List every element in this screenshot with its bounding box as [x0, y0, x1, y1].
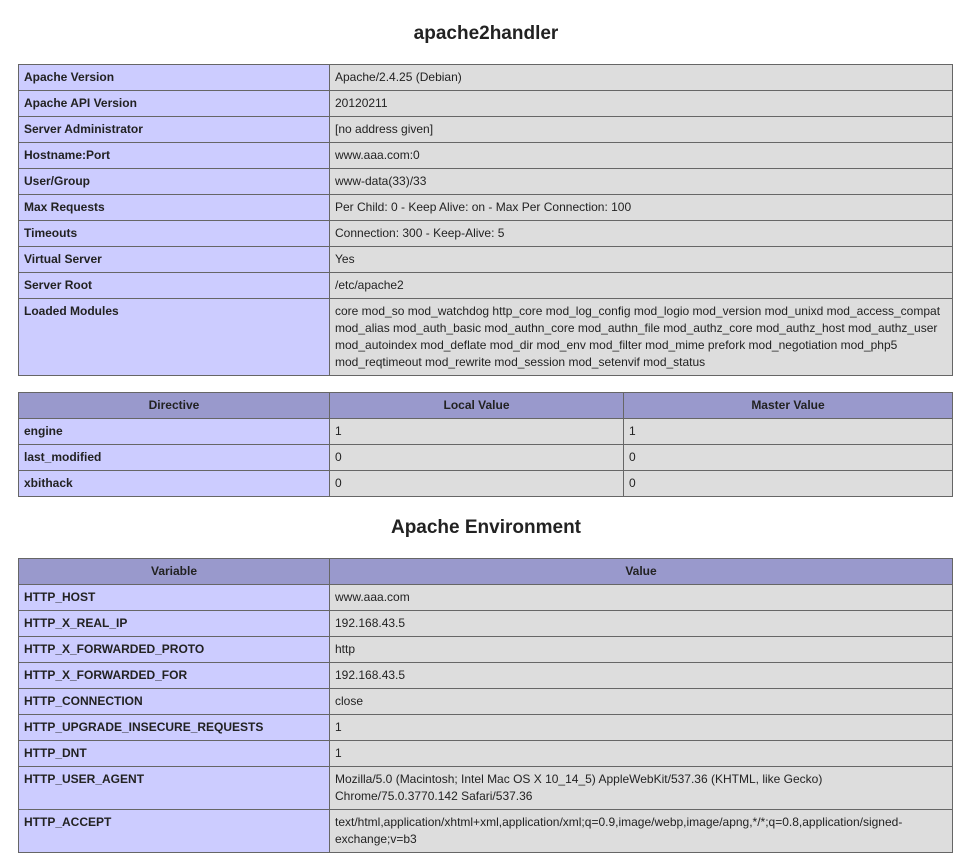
apache-info-table [18, 64, 953, 376]
variable-name: HTTP_X_FORWARDED_FOR [19, 663, 330, 689]
row-label: Server Administrator [19, 117, 330, 143]
variable-name: HTTP_DNT [19, 741, 330, 767]
row-value: 20120211 [330, 91, 953, 117]
variable-value: close [330, 689, 953, 715]
column-header-variable: Variable [19, 559, 330, 585]
table-row [19, 247, 953, 273]
local-value: 0 [330, 445, 624, 471]
master-value: 0 [624, 445, 953, 471]
loaded-modules-value: core mod_so mod_watchdog http_core mod_log_config mod_logio mod_version mod_unixd mod_access_compat mod_alias mod_auth_basic mod_authn_core mod_authn_file mod_authz_core mod_authz_host mod_authz_user mod_autoindex mod_deflate mod_dir mod_env mod_filter mod_mime prefork mod_negotiation mod_php5 mod_reqtimeout mod_rewrite mod_session mod_setenvif mod_status [330, 299, 953, 376]
variable-value: 1 [330, 715, 953, 741]
local-value: 0 [330, 471, 624, 497]
row-label: Virtual Server [19, 247, 330, 273]
table-row [19, 715, 953, 741]
directive-name: engine [19, 419, 330, 445]
row-label: Server Root [19, 273, 330, 299]
table-row [19, 299, 953, 376]
local-value: 1 [330, 419, 624, 445]
row-label: Timeouts [19, 221, 330, 247]
directive-name: xbithack [19, 471, 330, 497]
variable-value: 192.168.43.5 [330, 663, 953, 689]
variable-value: 1 [330, 741, 953, 767]
directive-name: last_modified [19, 445, 330, 471]
table-row [19, 143, 953, 169]
table-header-row [19, 559, 953, 585]
row-value: Apache/2.4.25 (Debian) [330, 65, 953, 91]
row-label: Loaded Modules [19, 299, 330, 376]
variable-value: http [330, 637, 953, 663]
row-value: www.aaa.com:0 [330, 143, 953, 169]
table-row [19, 689, 953, 715]
variable-name: HTTP_CONNECTION [19, 689, 330, 715]
section-title-apache2handler: apache2handler [413, 23, 559, 44]
row-value: /etc/apache2 [330, 273, 953, 299]
row-label: Max Requests [19, 195, 330, 221]
row-label: User/Group [19, 169, 330, 195]
table-row [19, 445, 953, 471]
table-row [19, 637, 953, 663]
table-row [19, 221, 953, 247]
table-row [19, 195, 953, 221]
variable-value: Mozilla/5.0 (Macintosh; Intel Mac OS X 10_14_5) AppleWebKit/537.36 (KHTML, like Gecko) Chrome/75.0.3770.142 Safari/537.36 [330, 767, 953, 810]
row-value: Yes [330, 247, 953, 273]
column-header-master-value: Master Value [624, 393, 953, 419]
table-row [19, 741, 953, 767]
column-header-directive: Directive [19, 393, 330, 419]
table-row [19, 471, 953, 497]
table-row [19, 663, 953, 689]
column-header-local-value: Local Value [330, 393, 624, 419]
variable-value: 192.168.43.5 [330, 611, 953, 637]
row-value: [no address given] [330, 117, 953, 143]
environment-table [18, 558, 953, 853]
table-row [19, 169, 953, 195]
variable-value: text/html,application/xhtml+xml,application/xml;q=0.9,image/webp,image/apng,*/*;q=0.8,application/signed-exchange;v=b3 [330, 810, 953, 853]
variable-value: www.aaa.com [330, 585, 953, 611]
variable-name: HTTP_USER_AGENT [19, 767, 330, 810]
table-row [19, 419, 953, 445]
table-row [19, 611, 953, 637]
section-title-apache-environment: Apache Environment [390, 517, 582, 538]
variable-name: HTTP_X_FORWARDED_PROTO [19, 637, 330, 663]
table-row [19, 810, 953, 853]
row-value: Connection: 300 - Keep-Alive: 5 [330, 221, 953, 247]
table-row [19, 767, 953, 810]
directives-table [18, 392, 953, 497]
table-row [19, 273, 953, 299]
variable-name: HTTP_ACCEPT [19, 810, 330, 853]
table-header-row [19, 393, 953, 419]
row-label: Apache Version [19, 65, 330, 91]
table-row [19, 65, 953, 91]
row-value: www-data(33)/33 [330, 169, 953, 195]
variable-name: HTTP_HOST [19, 585, 330, 611]
variable-name: HTTP_UPGRADE_INSECURE_REQUESTS [19, 715, 330, 741]
master-value: 1 [624, 419, 953, 445]
table-row [19, 117, 953, 143]
variable-name: HTTP_X_REAL_IP [19, 611, 330, 637]
table-row [19, 585, 953, 611]
row-label: Apache API Version [19, 91, 330, 117]
table-row [19, 91, 953, 117]
row-label: Hostname:Port [19, 143, 330, 169]
row-value: Per Child: 0 - Keep Alive: on - Max Per Connection: 100 [330, 195, 953, 221]
column-header-value: Value [330, 559, 953, 585]
master-value: 0 [624, 471, 953, 497]
